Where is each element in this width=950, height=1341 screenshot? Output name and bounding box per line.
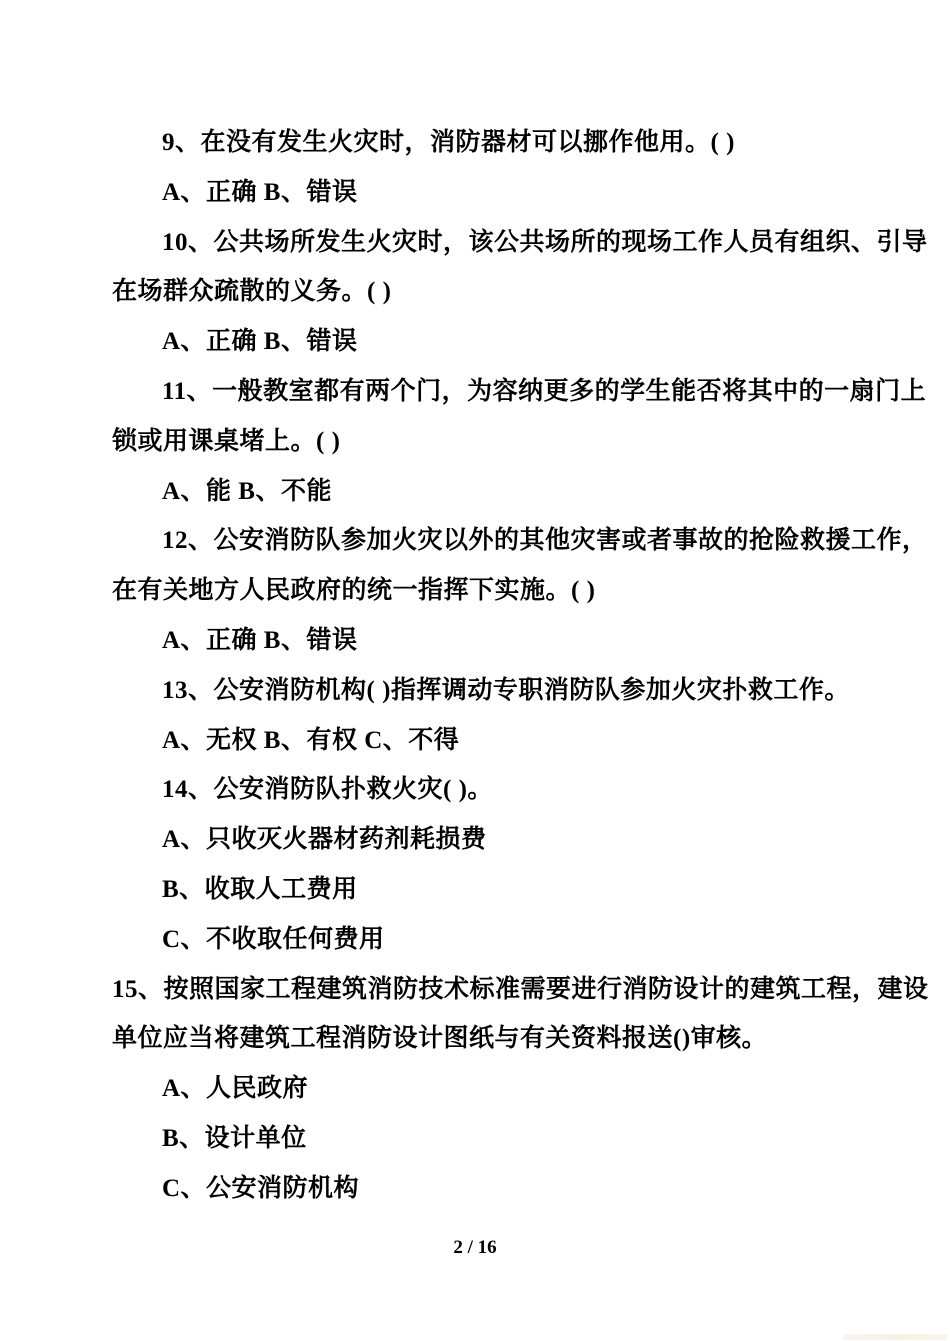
text-line: 14、公安消防队扑救火灾( )。 [162, 776, 493, 804]
text-line: B、收取人工费用 [162, 875, 358, 903]
text-line: 在有关地方人民政府的统一指挥下实施。( ) [112, 577, 596, 605]
text-line: A、人民政府 [162, 1075, 309, 1103]
text-line: 13、公安消防机构( )指挥调动专职消防队参加火灾扑救工作。 [162, 676, 850, 704]
text-line: 11、一般教室都有两个门，为容纳更多的学生能否将其中的一扇门上 [162, 377, 927, 405]
text-line: 15、按照国家工程建筑消防技术标准需要进行消防设计的建筑工程，建设 [112, 975, 929, 1003]
text-line: A、正确 B、错误 [162, 178, 358, 206]
faint-watermark [843, 1334, 947, 1340]
text-line: A、能 B、不能 [162, 477, 332, 505]
text-line: 12、公安消防队参加火灾以外的其他灾害或者事故的抢险救援工作， [162, 527, 928, 555]
text-line: A、正确 B、错误 [162, 328, 358, 356]
text-line: 单位应当将建筑工程消防设计图纸与有关资料报送()审核。 [112, 1025, 768, 1053]
text-line: B、设计单位 [162, 1124, 307, 1152]
text-line: C、公安消防机构 [162, 1174, 360, 1202]
text-line: 10、公共场所发生火灾时，该公共场所的现场工作人员有组织、引导 [162, 228, 928, 256]
text-line: 在场群众疏散的义务。( ) [112, 278, 392, 306]
page-number-footer [0, 1234, 950, 1262]
text-block [112, 118, 929, 1214]
text-line: 9、在没有发生火灾时，消防器材可以挪作他用。( ) [162, 129, 735, 156]
text-line: A、只收灭火器材药剂耗损费 [162, 826, 487, 854]
text-line: A、正确 B、错误 [162, 626, 358, 654]
text-line: 锁或用课桌堵上。( ) [112, 427, 341, 455]
text-line: C、不收取任何费用 [162, 925, 385, 953]
page-number: 2 / 16 [453, 1237, 497, 1258]
text-line: A、无权 B、有权 C、不得 [162, 726, 460, 754]
